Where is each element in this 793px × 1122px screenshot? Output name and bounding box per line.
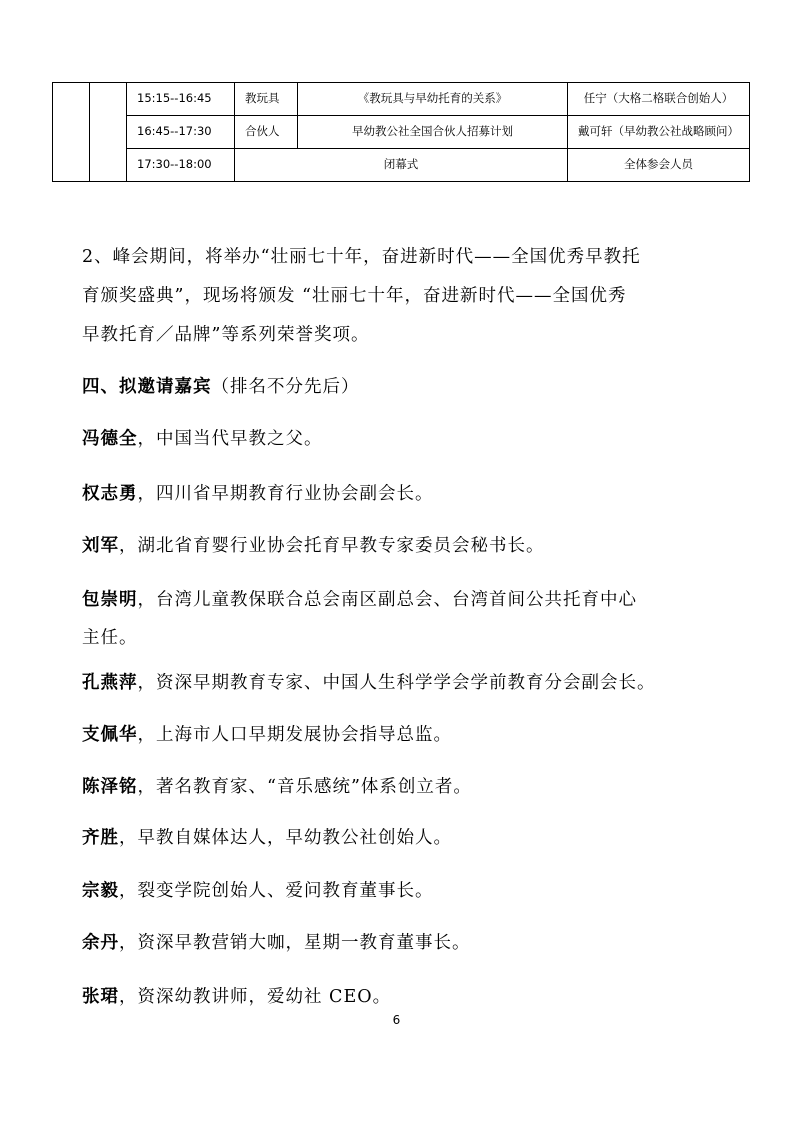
guest-name: 孔燕萍: [82, 673, 138, 693]
heading-note: （排名不分先后）: [211, 377, 360, 397]
guest-description: ，早教自媒体达人，早幼教公社创始人。: [119, 828, 452, 848]
guest-entry: [82, 585, 722, 653]
schedule-speaker: 戴可轩（早幼教公社战略顾问）: [568, 116, 750, 149]
guest-name: 余丹: [82, 933, 119, 953]
guest-name: 刘军: [82, 536, 119, 556]
guest-description: ，资深幼教讲师，爱幼社 CEO。: [119, 987, 392, 1007]
guest-name: 冯德全: [82, 429, 138, 449]
guest-entry: [82, 928, 722, 958]
guest-description: ，资深早教营销大咖，星期一教育董事长。: [119, 933, 471, 953]
guest-name: 齐胜: [82, 828, 119, 848]
guest-description: ，四川省早期教育行业协会副会长。: [137, 484, 434, 504]
schedule-table: [52, 82, 750, 182]
guest-entry: [82, 982, 722, 1012]
guest-description: ，湖北省育婴行业协会托育早教专家委员会秘书长。: [119, 536, 545, 556]
guest-description-cont: 主任。: [82, 628, 138, 648]
guest-name: 包崇明: [82, 590, 138, 610]
schedule-speaker: 任宁（大格二格联合创始人）: [568, 83, 750, 116]
guest-name: 陈泽铭: [82, 777, 138, 797]
guest-name: 权志勇: [82, 484, 138, 504]
guest-entry: [82, 823, 722, 853]
guest-description: ，台湾儿童教保联合总会南区副总会、台湾首间公共托育中心: [137, 590, 637, 610]
guest-name: 宗毅: [82, 881, 119, 901]
schedule-category: 合伙人: [235, 116, 298, 149]
guest-description: ，上海市人口早期发展协会指导总监。: [137, 725, 452, 745]
schedule-topic: 《教玩具与早幼托育的关系》: [298, 83, 568, 116]
guest-description: ，裂变学院创始人、爱问教育董事长。: [119, 881, 434, 901]
table-cell-empty: [53, 83, 90, 182]
table-row: [53, 116, 750, 149]
guest-entry: [82, 772, 722, 802]
schedule-topic: 闭幕式: [235, 149, 568, 182]
guest-name: 支佩华: [82, 725, 138, 745]
guest-entry: [82, 424, 722, 454]
schedule-time: 17:30--18:00: [127, 149, 235, 182]
guest-entry: [82, 720, 722, 750]
guest-description: ，中国当代早教之父。: [137, 429, 323, 449]
schedule-speaker: 全体参会人员: [568, 149, 750, 182]
schedule-topic: 早幼教公社全国合伙人招募计划: [298, 116, 568, 149]
table-row: [53, 83, 750, 116]
paragraph-line: 育颁奖盛典”，现场将颁发 “壮丽七十年，奋进新时代——全国优秀: [82, 286, 627, 306]
guest-entry: [82, 479, 722, 509]
section-heading: [82, 372, 722, 402]
page-number: 6: [392, 1013, 401, 1027]
schedule-time: 16:45--17:30: [127, 116, 235, 149]
paragraph-line: 早教托育／品牌”等系列荣誉奖项。: [82, 325, 370, 345]
table-cell-empty: [90, 83, 127, 182]
award-paragraph: [82, 238, 722, 355]
guest-description: ，著名教育家、“音乐感统”体系创立者。: [137, 777, 472, 797]
guest-entry: [82, 876, 722, 906]
heading-text: 四、拟邀请嘉宾: [82, 377, 212, 397]
schedule-category: 教玩具: [235, 83, 298, 116]
guest-name: 张珺: [82, 987, 119, 1007]
guest-entry: [82, 531, 722, 561]
schedule-time: 15:15--16:45: [127, 83, 235, 116]
table-row: [53, 149, 750, 182]
guest-description: ，资深早期教育专家、中国人生科学学会学前教育分会副会长。: [137, 673, 656, 693]
guest-entry: [82, 668, 722, 698]
paragraph-line: 2、峰会期间，将举办“壮丽七十年，奋进新时代——全国优秀早教托: [82, 247, 641, 267]
